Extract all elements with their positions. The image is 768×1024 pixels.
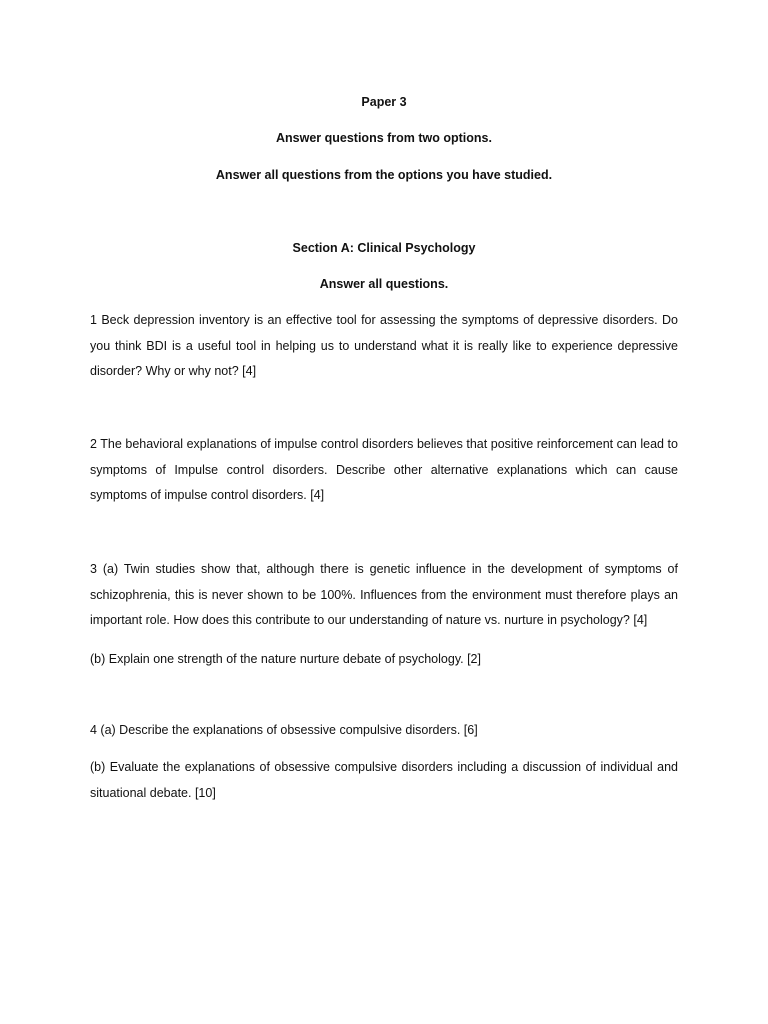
question-3a: 3 (a) Twin studies show that, although there is genetic influence in the development of symptoms of schizophrenia, this is never shown to be 100%. Influences from the environment must therefore plays an important role. How does this contribute to our understanding of nature vs. nurture in psychology? [4] xyxy=(90,562,678,627)
section-instruction: Answer all questions. xyxy=(319,277,449,291)
question-2: 2 The behavioral explanations of impulse control disorders believes that positive reinforcement can lead to symptoms of Impulse control disorders. Describe other alternative explanations which can cause symptoms of impulse control disorders. [4] xyxy=(90,437,678,502)
question-1: 1 Beck depression inventory is an effective tool for assessing the symptoms of depressive disorders. Do you think BDI is a useful tool in helping us to understand what it is really like to experience depressive disorder? Why or why not? [4] xyxy=(90,313,678,378)
question-3b: (b) Explain one strength of the nature nurture debate of psychology. [2] xyxy=(90,652,481,666)
question-4b: (b) Evaluate the explanations of obsessive compulsive disorders including a discussion of individual and situational debate. [10] xyxy=(90,760,678,800)
instruction-options: Answer questions from two options. xyxy=(276,131,492,145)
section-title: Section A: Clinical Psychology xyxy=(292,241,476,255)
question-4a: 4 (a) Describe the explanations of obsessive compulsive disorders. [6] xyxy=(90,723,478,737)
document-page xyxy=(90,0,678,1024)
instruction-all-questions: Answer all questions from the options you have studied. xyxy=(215,168,553,182)
paper-title: Paper 3 xyxy=(361,95,407,109)
